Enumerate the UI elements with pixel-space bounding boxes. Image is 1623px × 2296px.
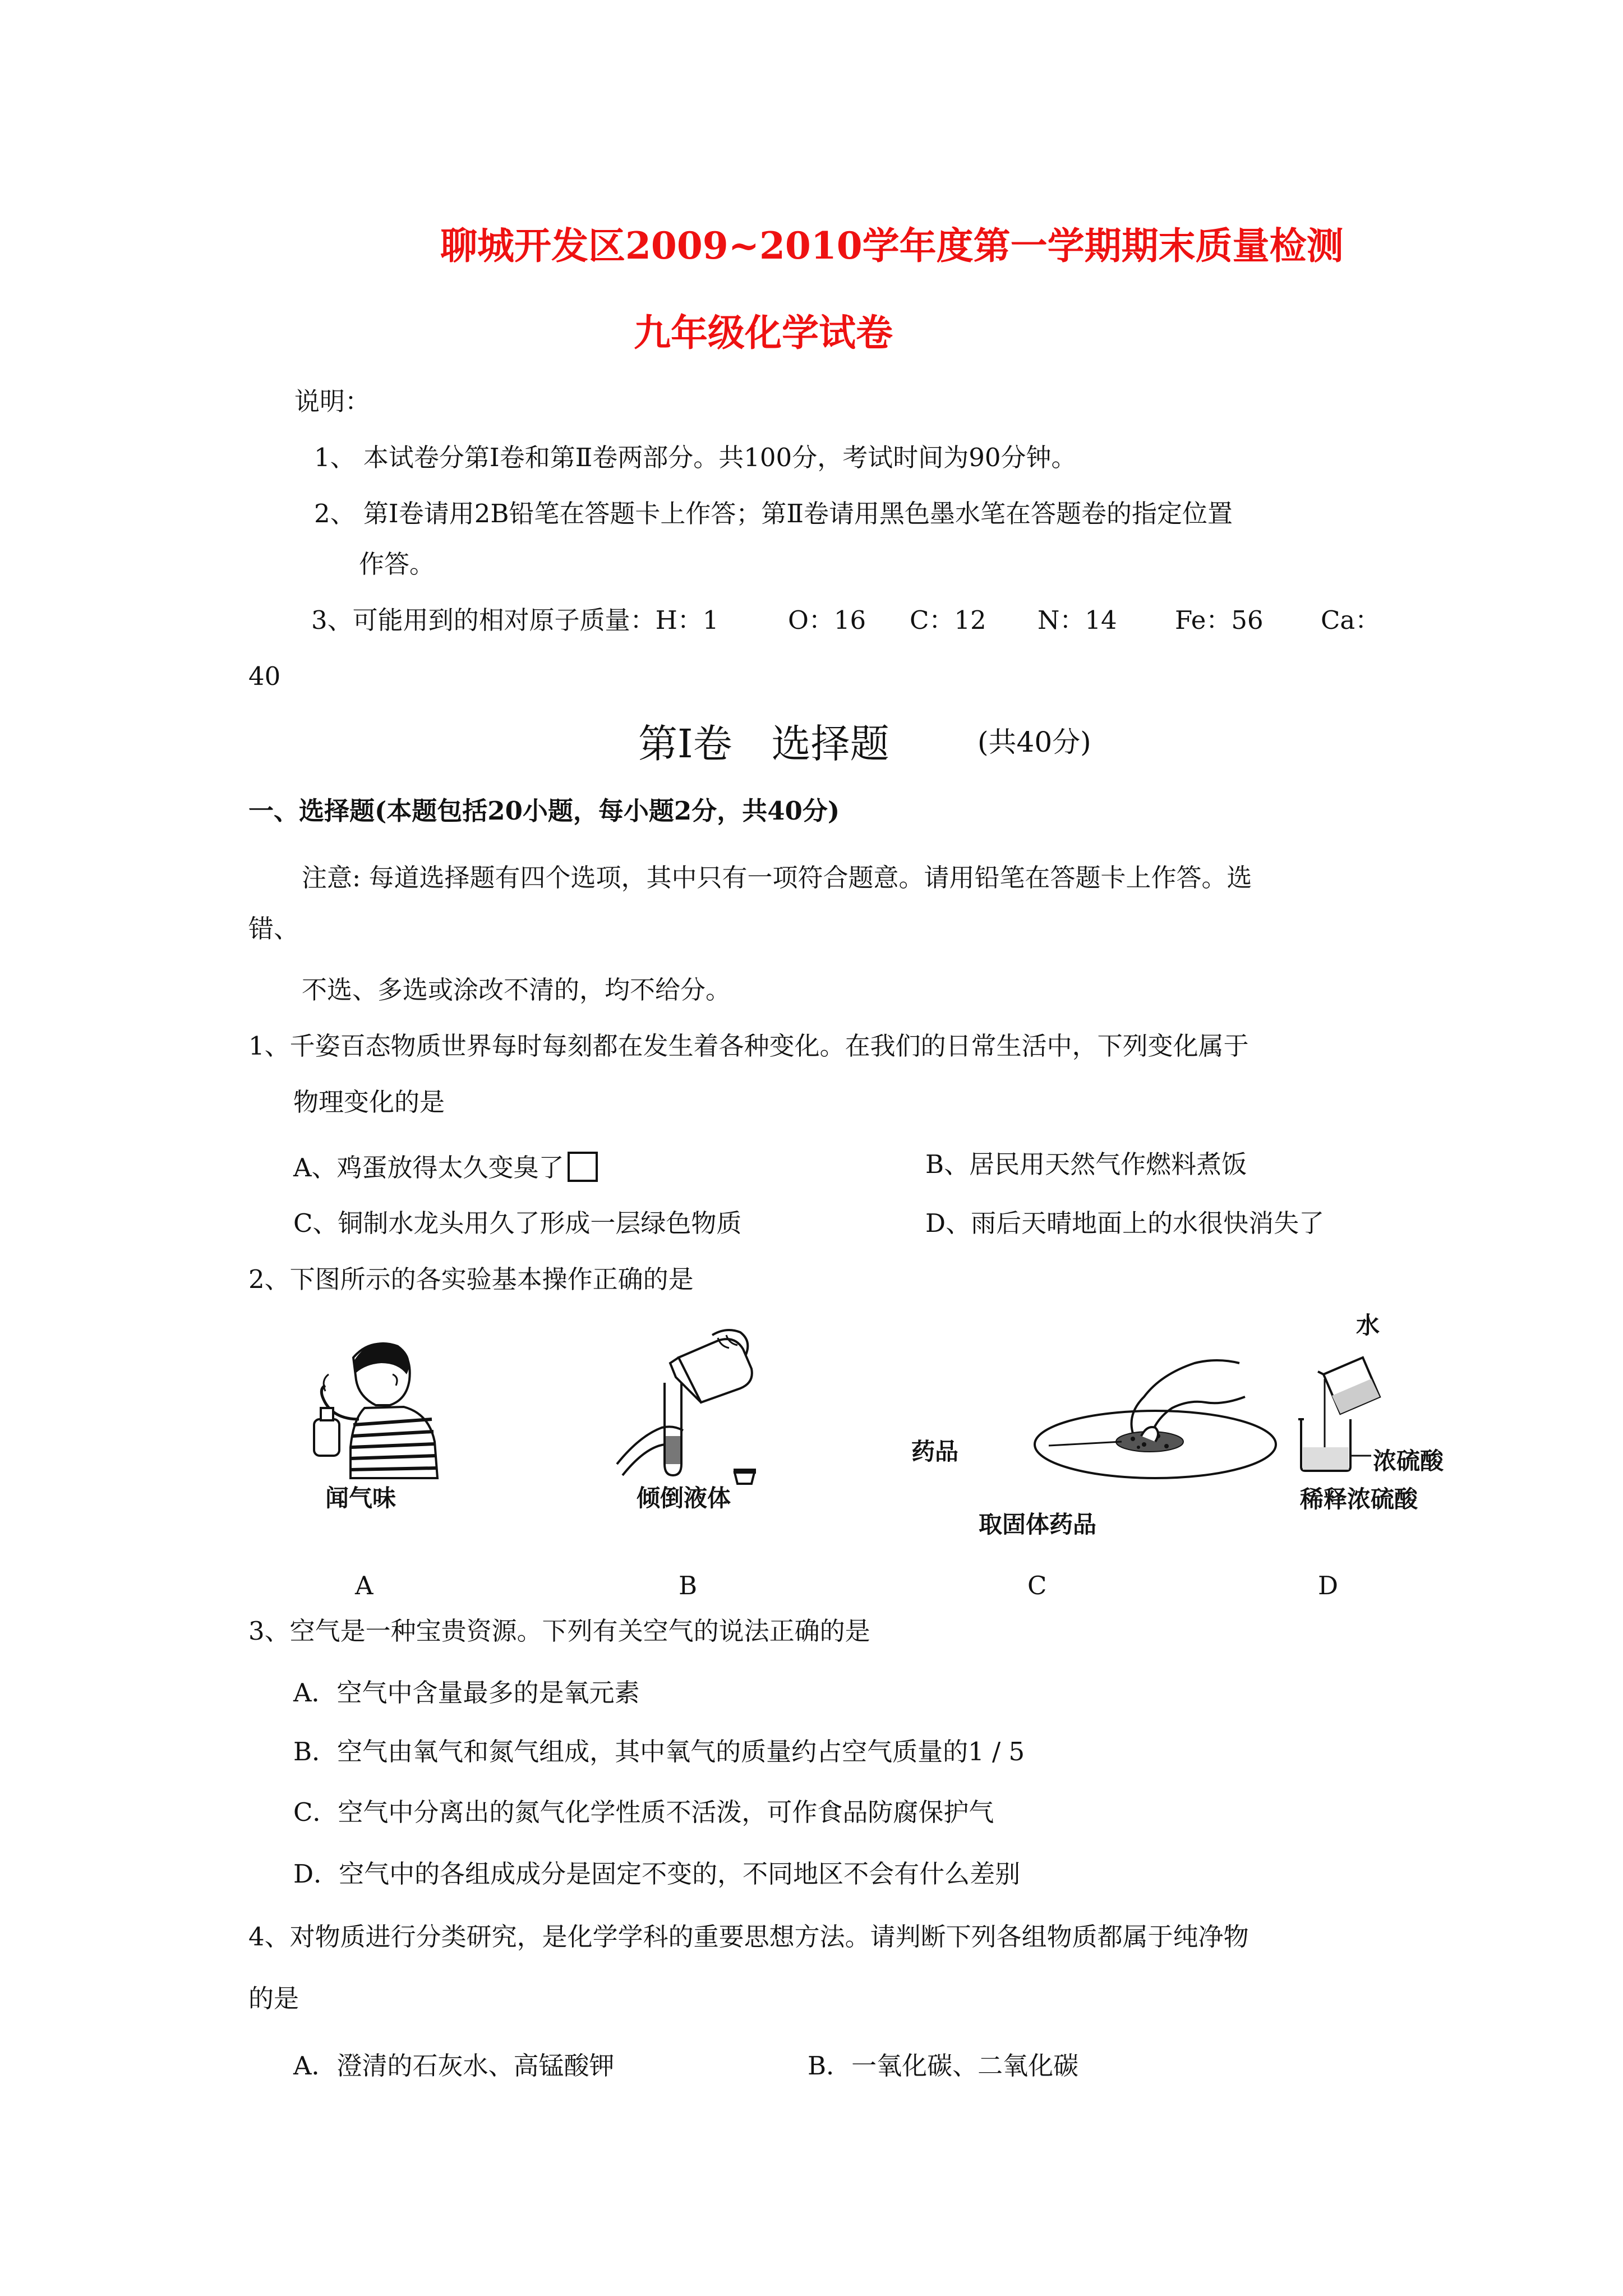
q4-option-a: A．澄清的石灰水、高锰酸钾 — [293, 2051, 615, 2081]
figure-c-reagent-label: 药品 — [911, 1438, 959, 1465]
instruction-item-2-cont: 作答。 — [359, 549, 435, 579]
atomic-mass-ca-value: 40 — [248, 661, 281, 691]
q1-stem-line-2: 物理变化的是 — [293, 1087, 445, 1117]
q1-option-b: B、居民用天然气作燃料煮饭 — [925, 1149, 1247, 1179]
q3-option-c: C．空气中分离出的氮气化学性质不活泼，可作食品防腐保护气 — [293, 1797, 994, 1827]
part-heading: 一、选择题(本题包括20小题，每小题2分，共40分) — [248, 796, 840, 826]
figure-c-solid-reagent — [1004, 1352, 1273, 1487]
q3-option-a: A．空气中含量最多的是氧元素 — [293, 1678, 640, 1708]
answer-checkbox[interactable] — [568, 1152, 598, 1182]
figure-letter-b: B — [679, 1571, 698, 1600]
q4-stem-line-2: 的是 — [248, 1984, 299, 2013]
atomic-mass-o: O：16 — [788, 605, 866, 635]
q1-option-a — [293, 1152, 598, 1182]
figure-c-caption: 取固体药品 — [979, 1511, 1097, 1538]
notice-line-1: 注意: 每道选择题有四个选项，其中只有一项符合题意。请用铅笔在答题卡上作答。选 — [302, 863, 1252, 892]
figure-letter-d: D — [1318, 1571, 1339, 1600]
q1-option-a-text: A、鸡蛋放得太久变臭了 — [293, 1153, 564, 1182]
q3-option-d: D．空气中的各组成成分是固定不变的，不同地区不会有什么差别 — [293, 1859, 1021, 1889]
notice-line-3: 不选、多选或涂改不清的，均不给分。 — [302, 975, 731, 1005]
instruction-item-1: 1、 本试卷分第Ⅰ卷和第Ⅱ卷两部分。共100分，考试时间为90分钟。 — [314, 443, 1077, 472]
atomic-mass-n: N：14 — [1038, 605, 1117, 635]
figure-letter-c: C — [1027, 1571, 1047, 1600]
atomic-mass-c: C：12 — [910, 605, 986, 635]
figure-a-smelling — [292, 1335, 449, 1481]
figure-a-caption: 闻气味 — [325, 1484, 396, 1512]
q3-stem: 3、空气是一种宝贵资源。下列有关空气的说法正确的是 — [248, 1616, 870, 1646]
atomic-mass-ca: Ca： — [1321, 605, 1381, 635]
notice-line-2: 错、 — [248, 914, 299, 944]
q1-option-d: D、雨后天晴地面上的水很快消失了 — [925, 1208, 1325, 1238]
figure-d-caption: 稀释浓硫酸 — [1300, 1485, 1418, 1513]
section-score: (共40分) — [978, 726, 1091, 758]
figure-b-pouring — [606, 1324, 774, 1492]
instructions-label: 说明： — [294, 386, 371, 416]
instruction-item-3: 3、可能用到的相对原子质量：H：1 — [311, 605, 719, 635]
q2-stem: 2、下图所示的各实验基本操作正确的是 — [248, 1264, 694, 1294]
atomic-mass-fe: Fe：56 — [1175, 605, 1264, 635]
q1-stem-line-1: 1、千姿百态物质世界每时每刻都在发生着各种变化。在我们的日常生活中，下列变化属于 — [248, 1031, 1249, 1061]
section-title: 第Ⅰ卷 选择题 — [638, 721, 889, 767]
figure-letter-a: A — [355, 1571, 374, 1600]
figure-d-acid-label: 浓硫酸 — [1373, 1447, 1444, 1475]
figure-b-caption: 倾倒液体 — [637, 1484, 731, 1512]
figure-d-water-label: 水 — [1356, 1312, 1380, 1339]
q1-option-c: C、铜制水龙头用久了形成一层绿色物质 — [293, 1208, 742, 1238]
exam-subtitle: 九年级化学试卷 — [634, 311, 893, 355]
q3-option-b: B．空气由氧气和氮气组成，其中氧气的质量约占空气质量的1 / 5 — [293, 1737, 1025, 1766]
instruction-item-2: 2、 第Ⅰ卷请用2B铅笔在答题卡上作答；第Ⅱ卷请用黑色墨水笔在答题卷的指定位置 — [314, 499, 1233, 528]
q4-stem-line-1: 4、对物质进行分类研究，是化学学科的重要思想方法。请判断下列各组物质都属于纯净物 — [248, 1922, 1249, 1952]
q4-option-b: B．一氧化碳、二氧化碳 — [808, 2051, 1079, 2081]
exam-title: 聊城开发区2009~2010学年度第一学期期末质量检测 — [440, 224, 1344, 268]
